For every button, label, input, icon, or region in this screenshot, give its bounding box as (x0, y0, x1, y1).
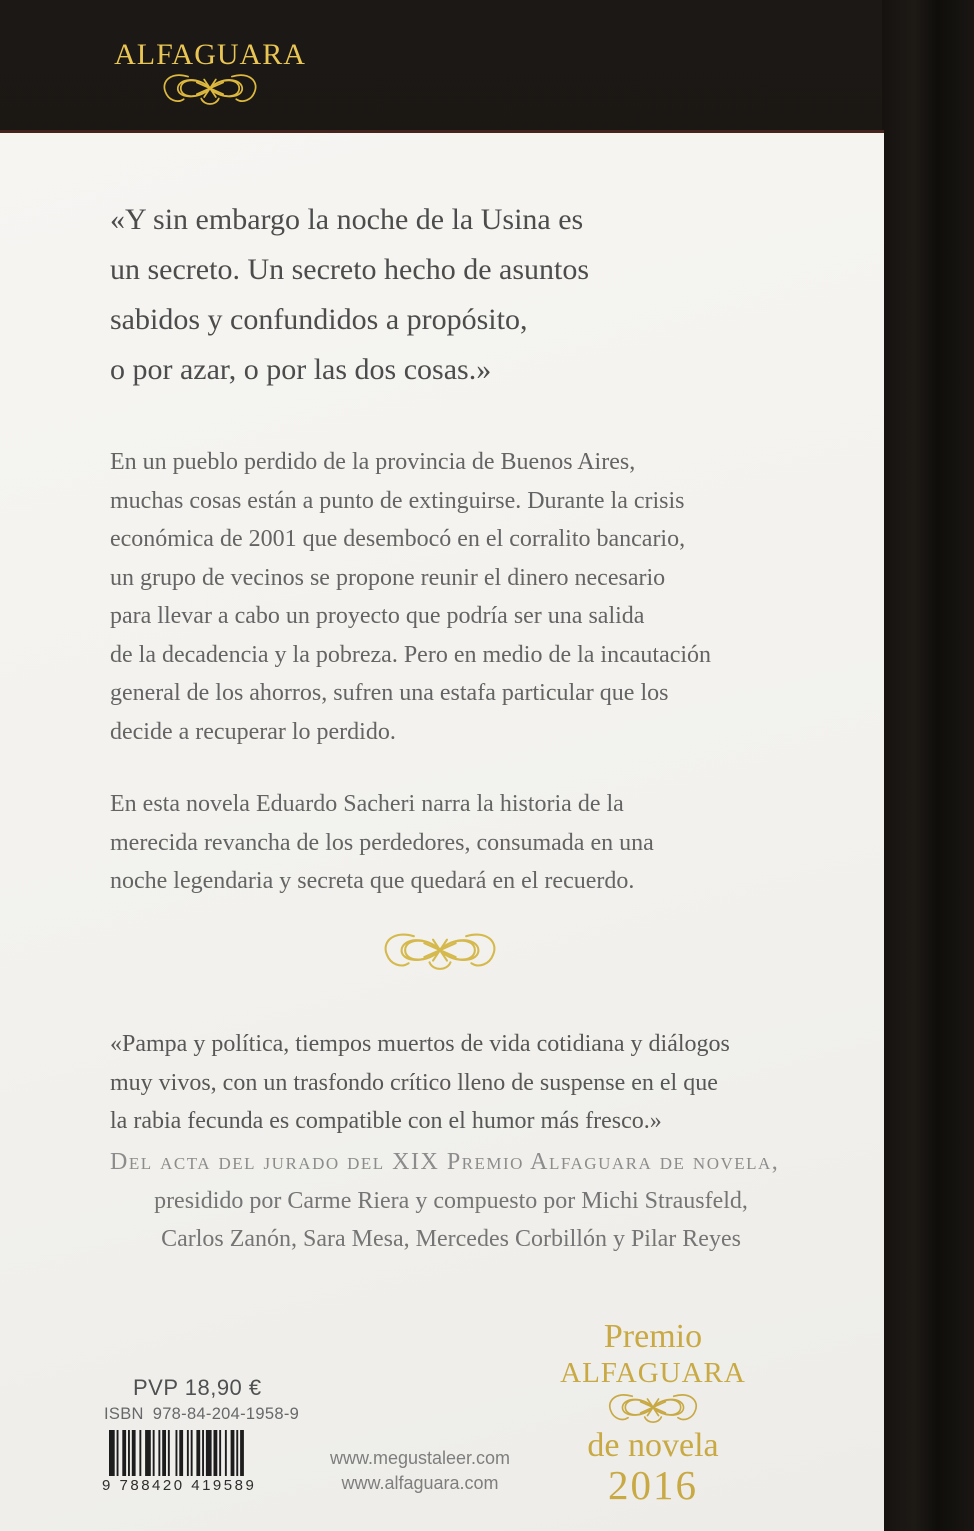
url-alfaguara: www.alfaguara.com (341, 1473, 499, 1493)
jury-quote-line: «Pampa y política, tiempos muertos de vida cotidiana y diálogos (110, 1031, 730, 1057)
isbn-line (104, 1405, 299, 1424)
alfaguara-flourish-icon (151, 70, 269, 108)
synopsis-line: general de los ahorros, sufren una estafa particular que los (110, 680, 669, 706)
jury-quote-line: la rabia fecunda es compatible con el humor más fresco.» (110, 1108, 662, 1134)
synopsis-line: noche legendaria y secreta que quedará en el recuerdo. (110, 868, 635, 894)
publisher-name: ALFAGUARA (114, 38, 306, 71)
isbn-label: ISBN (104, 1405, 144, 1423)
award-seal (505, 1319, 801, 1507)
website-urls (320, 1446, 520, 1496)
url-megustaleer: www.megustaleer.com (329, 1448, 511, 1468)
synopsis-line: decide a recuperar lo perdido. (110, 718, 396, 745)
synopsis-paragraph-2 (110, 785, 654, 901)
pull-quote-line: un secreto. Un secreto hecho de asuntos (110, 253, 590, 286)
synopsis-line: económica de 2001 que desembocó en el corralito bancario, (110, 526, 686, 552)
jury-quote (110, 1025, 730, 1141)
publisher-logo (103, 38, 317, 113)
back-cover-panel (0, 130, 884, 1531)
award-year: 2016 (608, 1462, 698, 1508)
barcode (102, 1430, 260, 1494)
award-alfaguara: ALFAGUARA (560, 1357, 746, 1389)
spine-shadow (882, 0, 974, 1531)
isbn-number: 978-84-204-1958-9 (152, 1405, 300, 1423)
pull-quote-line: «Y sin embargo la noche de la Usina es (110, 203, 584, 236)
pull-quote (110, 195, 589, 395)
jury-quote-line: muy vivos, con un trasfondo crítico lleno de suspense en el que (110, 1069, 718, 1096)
jury-attribution-members: presidido por Carme Riera y compuesto por Michi Strausfeld, (154, 1187, 748, 1214)
synopsis-line: para llevar a cabo un proyecto que podría ser una salida (110, 603, 645, 629)
synopsis-line: En un pueblo perdido de la provincia de Buenos Aires, (110, 449, 636, 475)
section-divider (110, 928, 770, 979)
barcode-digits: 9 788420 419589 (102, 1477, 257, 1494)
synopsis-line: En esta novela Eduardo Sacheri narra la historia de la (110, 791, 624, 817)
jury-attribution (110, 1143, 792, 1259)
synopsis-line: un grupo de vecinos se propone reunir el dinero necesario (110, 564, 666, 591)
synopsis-line: muchas cosas están a punto de extinguirse. Durante la crisis (110, 487, 685, 514)
award-de-novela: de novela (587, 1427, 719, 1464)
synopsis-line: de la decadencia y la pobreza. Pero en medio de la incautación (110, 641, 712, 668)
pull-quote-line: sabidos y confundidos a propósito, (110, 303, 528, 336)
synopsis-line: merecida revancha de los perdedores, consumada en una (110, 829, 654, 856)
pull-quote-line: o por azar, o por las dos cosas.» (110, 353, 492, 386)
jury-attribution-members: Carlos Zanón, Sara Mesa, Mercedes Corbillón y Pilar Reyes (161, 1226, 741, 1252)
barcode-bars (102, 1430, 260, 1476)
award-flourish-icon (597, 1390, 709, 1426)
award-premio: Premio (603, 1318, 703, 1355)
divider-flourish-icon (379, 928, 501, 974)
price-label: PVP 18,90 € (133, 1375, 262, 1400)
synopsis-paragraph-1 (110, 443, 711, 751)
jury-attribution-source: Del acta del jurado del XIX Premio Alfaguara de novela, (110, 1149, 780, 1175)
